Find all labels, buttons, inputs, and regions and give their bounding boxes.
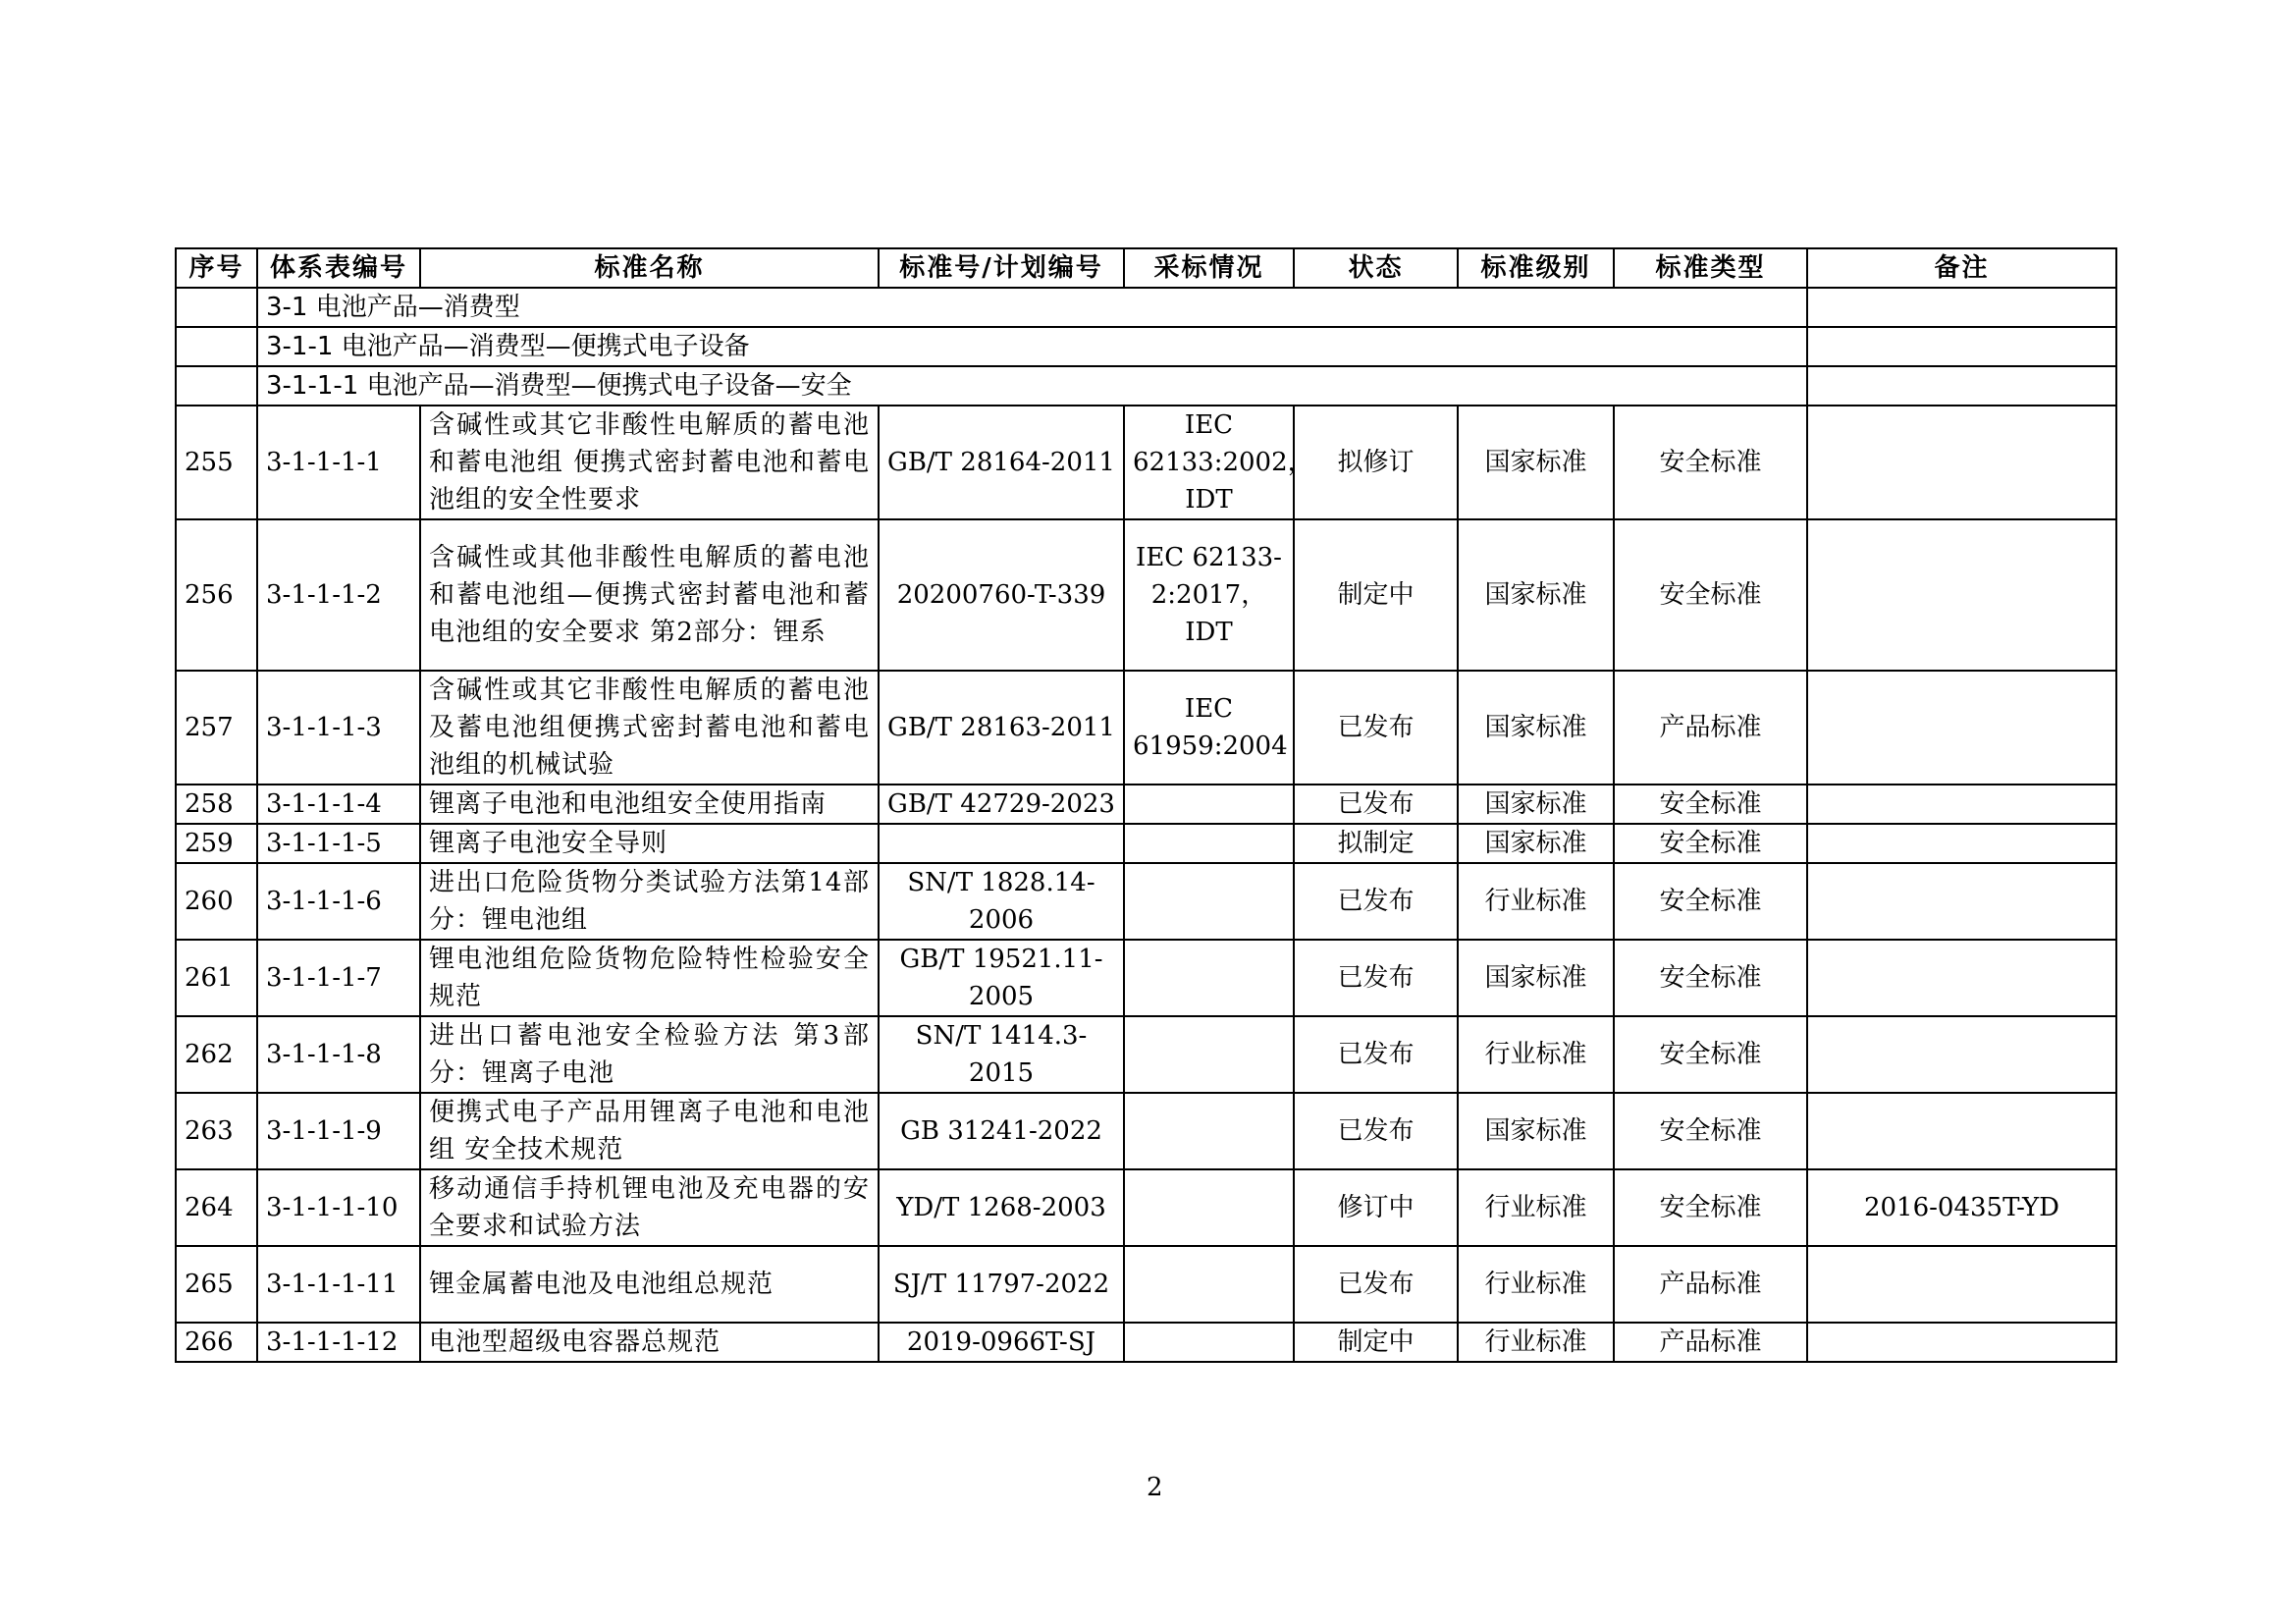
cell-adopt: IEC 62133:2002，IDT — [1124, 406, 1294, 519]
cell-std — [879, 824, 1124, 863]
cell-note — [1807, 824, 2116, 863]
cell-type: 安全标准 — [1614, 785, 1807, 824]
cell-level: 国家标准 — [1458, 406, 1614, 519]
cell-level: 行业标准 — [1458, 1016, 1614, 1093]
cell-code: 3-1-1-1-4 — [257, 785, 420, 824]
cell-note — [1807, 1246, 2116, 1323]
cell-note: 2016-0435T-YD — [1807, 1169, 2116, 1246]
cell-type: 安全标准 — [1614, 406, 1807, 519]
standards-table — [175, 247, 2117, 1363]
cell-code: 3-1-1-1-12 — [257, 1323, 420, 1362]
table-row — [176, 671, 2116, 785]
cell-level: 国家标准 — [1458, 1093, 1614, 1169]
cell-type: 安全标准 — [1614, 519, 1807, 671]
cell-adopt — [1124, 863, 1294, 940]
cell-adopt — [1124, 1093, 1294, 1169]
table-row — [176, 1246, 2116, 1323]
cell-note — [1807, 1093, 2116, 1169]
cell-adopt — [1124, 940, 1294, 1016]
cell-adopt — [1124, 1169, 1294, 1246]
cell-code: 3-1-1-1-8 — [257, 1016, 420, 1093]
cell-type: 安全标准 — [1614, 1016, 1807, 1093]
cell-seq: 256 — [176, 519, 257, 671]
section-row — [176, 366, 2116, 406]
header-seq: 序号 — [176, 248, 257, 288]
cell-std: GB/T 42729-2023 — [879, 785, 1124, 824]
cell-adopt — [1124, 824, 1294, 863]
cell-status: 已发布 — [1294, 863, 1458, 940]
cell-type: 产品标准 — [1614, 671, 1807, 785]
header-note: 备注 — [1807, 248, 2116, 288]
cell-seq: 255 — [176, 406, 257, 519]
cell-code: 3-1-1-1-6 — [257, 863, 420, 940]
header-type: 标准类型 — [1614, 248, 1807, 288]
cell-code: 3-1-1-1-1 — [257, 406, 420, 519]
table-row — [176, 940, 2116, 1016]
cell-name: 含碱性或其他非酸性电解质的蓄电池和蓄电池组—便携式密封蓄电池和蓄电池组的安全要求 第2部分：锂系 — [420, 519, 879, 671]
cell-std: YD/T 1268-2003 — [879, 1169, 1124, 1246]
cell-name: 锂离子电池和电池组安全使用指南 — [420, 785, 879, 824]
cell-type: 产品标准 — [1614, 1246, 1807, 1323]
cell-level: 国家标准 — [1458, 940, 1614, 1016]
cell-name: 锂离子电池安全导则 — [420, 824, 879, 863]
cell-note — [1807, 940, 2116, 1016]
table-row — [176, 1169, 2116, 1246]
table-row — [176, 406, 2116, 519]
cell-code: 3-1-1-1-10 — [257, 1169, 420, 1246]
table-row — [176, 1323, 2116, 1362]
cell-std: SN/T 1828.14-2006 — [879, 863, 1124, 940]
cell-status: 制定中 — [1294, 1323, 1458, 1362]
cell-code: 3-1-1-1-11 — [257, 1246, 420, 1323]
section-note — [1807, 327, 2116, 366]
cell-status: 已发布 — [1294, 940, 1458, 1016]
cell-adopt — [1124, 1323, 1294, 1362]
cell-std: GB 31241-2022 — [879, 1093, 1124, 1169]
section-note — [1807, 366, 2116, 406]
section-row — [176, 288, 2116, 327]
cell-note — [1807, 863, 2116, 940]
table-row — [176, 824, 2116, 863]
cell-status: 制定中 — [1294, 519, 1458, 671]
cell-std: 2019-0966T-SJ — [879, 1323, 1124, 1362]
cell-type: 安全标准 — [1614, 1169, 1807, 1246]
cell-level: 行业标准 — [1458, 1169, 1614, 1246]
section-note — [1807, 288, 2116, 327]
cell-status: 拟制定 — [1294, 824, 1458, 863]
cell-code: 3-1-1-1-5 — [257, 824, 420, 863]
cell-note — [1807, 406, 2116, 519]
table-row — [176, 863, 2116, 940]
table-row — [176, 519, 2116, 671]
cell-status: 拟修订 — [1294, 406, 1458, 519]
section-title: 3-1 电池产品—消费型 — [257, 288, 1807, 327]
cell-level: 国家标准 — [1458, 519, 1614, 671]
cell-code: 3-1-1-1-7 — [257, 940, 420, 1016]
cell-name: 锂电池组危险货物危险特性检验安全规范 — [420, 940, 879, 1016]
cell-seq: 265 — [176, 1246, 257, 1323]
cell-code: 3-1-1-1-3 — [257, 671, 420, 785]
section-blank — [176, 366, 257, 406]
cell-status: 已发布 — [1294, 785, 1458, 824]
section-blank — [176, 288, 257, 327]
cell-status: 已发布 — [1294, 1016, 1458, 1093]
header-code: 体系表编号 — [257, 248, 420, 288]
cell-adopt: IEC 61959:2004 — [1124, 671, 1294, 785]
cell-adopt: IEC 62133-2:2017，IDT — [1124, 519, 1294, 671]
cell-seq: 259 — [176, 824, 257, 863]
cell-name: 电池型超级电容器总规范 — [420, 1323, 879, 1362]
cell-std: GB/T 28163-2011 — [879, 671, 1124, 785]
cell-type: 产品标准 — [1614, 1323, 1807, 1362]
cell-level: 行业标准 — [1458, 1323, 1614, 1362]
cell-status: 修订中 — [1294, 1169, 1458, 1246]
cell-status: 已发布 — [1294, 1093, 1458, 1169]
cell-name: 含碱性或其它非酸性电解质的蓄电池和蓄电池组 便携式密封蓄电池和蓄电池组的安全性要求 — [420, 406, 879, 519]
cell-std: GB/T 19521.11-2005 — [879, 940, 1124, 1016]
cell-type: 安全标准 — [1614, 1093, 1807, 1169]
cell-status: 已发布 — [1294, 671, 1458, 785]
cell-name: 进出口危险货物分类试验方法第14部分：锂电池组 — [420, 863, 879, 940]
cell-note — [1807, 1323, 2116, 1362]
cell-level: 行业标准 — [1458, 863, 1614, 940]
header-level: 标准级别 — [1458, 248, 1614, 288]
cell-type: 安全标准 — [1614, 863, 1807, 940]
cell-code: 3-1-1-1-2 — [257, 519, 420, 671]
cell-std: SJ/T 11797-2022 — [879, 1246, 1124, 1323]
cell-note — [1807, 671, 2116, 785]
header-row — [176, 248, 2116, 288]
cell-adopt — [1124, 1016, 1294, 1093]
header-name: 标准名称 — [420, 248, 879, 288]
cell-std: GB/T 28164-2011 — [879, 406, 1124, 519]
cell-type: 安全标准 — [1614, 824, 1807, 863]
section-row — [176, 327, 2116, 366]
section-blank — [176, 327, 257, 366]
table-row — [176, 785, 2116, 824]
section-title: 3-1-1 电池产品—消费型—便携式电子设备 — [257, 327, 1807, 366]
header-status: 状态 — [1294, 248, 1458, 288]
cell-seq: 262 — [176, 1016, 257, 1093]
cell-name: 含碱性或其它非酸性电解质的蓄电池及蓄电池组便携式密封蓄电池和蓄电池组的机械试验 — [420, 671, 879, 785]
header-adopt: 采标情况 — [1124, 248, 1294, 288]
cell-seq: 260 — [176, 863, 257, 940]
table-row — [176, 1093, 2116, 1169]
cell-note — [1807, 785, 2116, 824]
cell-note — [1807, 1016, 2116, 1093]
cell-std: 20200760-T-339 — [879, 519, 1124, 671]
cell-seq: 258 — [176, 785, 257, 824]
cell-adopt — [1124, 785, 1294, 824]
cell-name: 锂金属蓄电池及电池组总规范 — [420, 1246, 879, 1323]
cell-adopt — [1124, 1246, 1294, 1323]
cell-name: 进出口蓄电池安全检验方法 第3部分：锂离子电池 — [420, 1016, 879, 1093]
cell-type: 安全标准 — [1614, 940, 1807, 1016]
cell-seq: 263 — [176, 1093, 257, 1169]
cell-level: 国家标准 — [1458, 671, 1614, 785]
cell-std: SN/T 1414.3-2015 — [879, 1016, 1124, 1093]
cell-seq: 264 — [176, 1169, 257, 1246]
cell-name: 移动通信手持机锂电池及充电器的安全要求和试验方法 — [420, 1169, 879, 1246]
cell-seq: 266 — [176, 1323, 257, 1362]
cell-name: 便携式电子产品用锂离子电池和电池组 安全技术规范 — [420, 1093, 879, 1169]
header-std: 标准号/计划编号 — [879, 248, 1124, 288]
cell-note — [1807, 519, 2116, 671]
table-row — [176, 1016, 2116, 1093]
cell-level: 国家标准 — [1458, 824, 1614, 863]
section-title: 3-1-1-1 电池产品—消费型—便携式电子设备—安全 — [257, 366, 1807, 406]
cell-level: 行业标准 — [1458, 1246, 1614, 1323]
cell-level: 国家标准 — [1458, 785, 1614, 824]
page-number: 2 — [1147, 1473, 1163, 1502]
cell-seq: 257 — [176, 671, 257, 785]
cell-seq: 261 — [176, 940, 257, 1016]
cell-code: 3-1-1-1-9 — [257, 1093, 420, 1169]
cell-status: 已发布 — [1294, 1246, 1458, 1323]
